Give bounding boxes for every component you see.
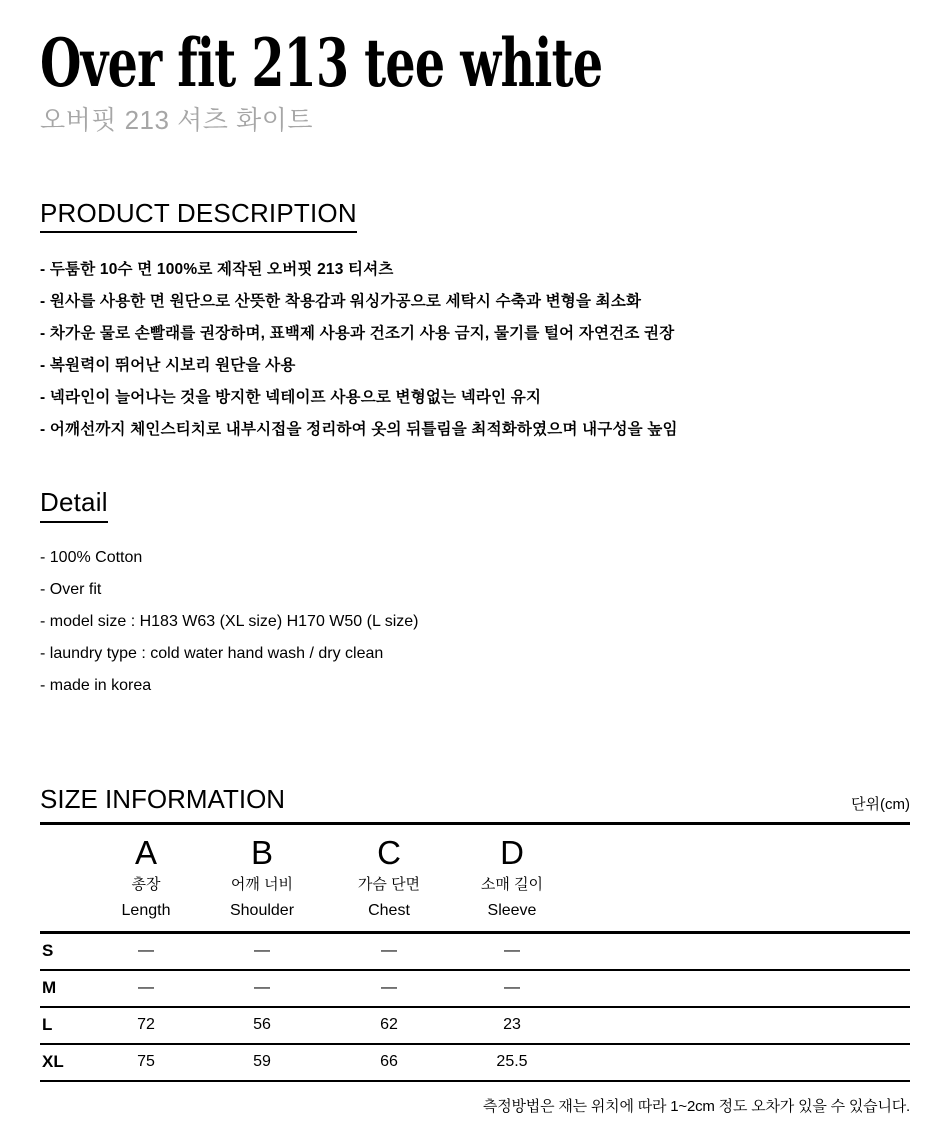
size-cell: 72 xyxy=(137,1016,155,1034)
size-cell-empty xyxy=(573,1007,910,1044)
column-letter: A xyxy=(134,834,157,872)
size-row-label: L xyxy=(42,1015,53,1035)
size-unit-label: 단위(cm) xyxy=(851,795,910,813)
product-subtitle-korean: 오버핏 213 셔츠 화이트 xyxy=(40,105,313,135)
size-cell: — xyxy=(254,942,270,960)
size-cell: — xyxy=(138,979,154,997)
detail-heading: Detail xyxy=(40,488,108,523)
detail-list xyxy=(40,542,910,702)
size-row-l xyxy=(40,1007,910,1044)
column-label-english: Length xyxy=(121,901,171,919)
column-label-korean: 가슴 단면 xyxy=(357,876,421,894)
size-column-header-a xyxy=(95,825,197,933)
size-information-header xyxy=(40,783,910,825)
column-label-english: Sleeve xyxy=(487,901,537,919)
size-cell: 23 xyxy=(503,1016,521,1034)
size-information-heading: SIZE INFORMATION xyxy=(40,783,286,814)
size-column-header-d xyxy=(451,825,573,933)
size-table xyxy=(40,825,910,1082)
column-letter: C xyxy=(377,834,401,872)
column-label-english: Shoulder xyxy=(229,901,295,919)
detail-item: - laundry type : cold water hand wash / dry clean xyxy=(40,644,384,662)
size-row-label: S xyxy=(42,941,54,961)
column-label-korean: 소매 길이 xyxy=(480,876,544,894)
size-row-xl xyxy=(40,1044,910,1081)
size-row-label: XL xyxy=(42,1052,64,1072)
size-row-s xyxy=(40,933,910,970)
description-item: - 두툼한 10수 면 100%로 제작된 오버핏 213 티셔츠 xyxy=(40,261,394,279)
size-cell: — xyxy=(381,979,397,997)
size-cell: — xyxy=(504,942,520,960)
description-item: - 복원력이 뛰어난 시보리 원단을 사용 xyxy=(40,357,296,375)
size-cell: 66 xyxy=(380,1053,398,1071)
size-row-label: M xyxy=(42,978,57,998)
size-cell: — xyxy=(504,979,520,997)
size-cell: 75 xyxy=(137,1053,155,1071)
description-item: - 넥라인이 늘어나는 것을 방지한 넥테이프 사용으로 변형없는 넥라인 유지 xyxy=(40,389,542,407)
detail-item: - made in korea xyxy=(40,676,152,694)
size-row-m xyxy=(40,970,910,1007)
size-column-header-c xyxy=(327,825,451,933)
column-label-english: Chest xyxy=(368,901,410,919)
detail-item: - 100% Cotton xyxy=(40,548,143,566)
column-label-korean: 어깨 너비 xyxy=(230,876,294,894)
column-letter: B xyxy=(250,834,273,872)
product-description-heading: PRODUCT DESCRIPTION xyxy=(40,199,357,234)
size-cell: 62 xyxy=(380,1016,398,1034)
product-title: Over fit 213 tee white xyxy=(40,24,603,102)
product-description-section xyxy=(40,199,910,447)
size-information-section xyxy=(40,783,910,1116)
detail-item: - Over fit xyxy=(40,580,102,598)
size-cell-empty xyxy=(573,1044,910,1081)
size-cell: 59 xyxy=(253,1053,271,1071)
size-table-corner-cell xyxy=(40,825,95,933)
size-column-header-b xyxy=(197,825,327,933)
size-cell-empty xyxy=(573,970,910,1007)
size-cell: — xyxy=(138,942,154,960)
detail-section xyxy=(40,488,910,702)
size-cell-empty xyxy=(573,933,910,970)
size-table-header-row xyxy=(40,825,910,933)
size-cell: — xyxy=(381,942,397,960)
column-label-korean: 총장 xyxy=(131,876,161,894)
size-table-filler-cell xyxy=(573,825,910,933)
size-cell: — xyxy=(254,979,270,997)
measurement-disclaimer: 측정방법은 재는 위치에 따라 1~2cm 정도 오차가 있을 수 있습니다. xyxy=(482,1097,910,1115)
description-item: - 차가운 물로 손빨래를 권장하며, 표백제 사용과 건조기 사용 금지, 물기를 털어 자연건조 권장 xyxy=(40,325,675,343)
size-cell: 56 xyxy=(253,1016,271,1034)
product-description-list xyxy=(40,254,910,446)
detail-item: - model size : H183 W63 (XL size) H170 W50 (L size) xyxy=(40,612,419,630)
description-item: - 어깨선까지 체인스티치로 내부시접을 정리하여 옷의 뒤틀림을 최적화하였으며 내구성을 높임 xyxy=(40,421,678,439)
size-cell: 25.5 xyxy=(496,1053,528,1071)
description-item: - 원사를 사용한 면 원단으로 산뜻한 착용감과 워싱가공으로 세탁시 수축과 변형을 최소화 xyxy=(40,293,642,311)
column-letter: D xyxy=(500,834,524,872)
